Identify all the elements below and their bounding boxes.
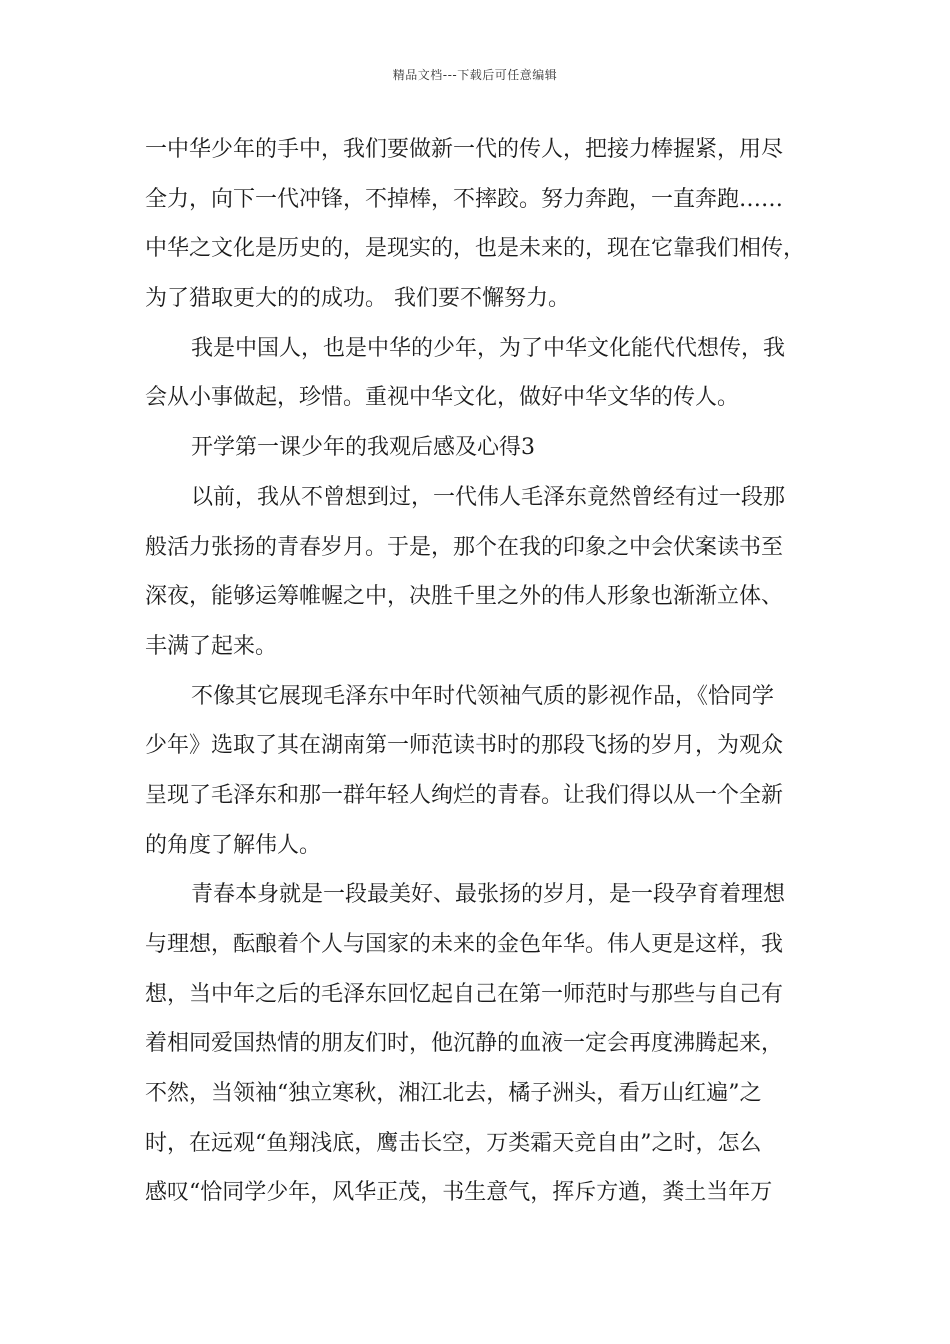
text-line: 的角度了解伟人。: [145, 832, 322, 858]
text-line: 不然，当领袖“独立寒秋，湘江北去，橘子洲头，看万山红遍”之: [145, 1081, 762, 1107]
text-line: 着相同爱国热情的朋友们时，他沉静的血液一定会再度沸腾起来，: [145, 1031, 784, 1057]
text-line: 与理想，酝酿着个人与国家的未来的金色年华。伟人更是这样，我: [145, 932, 784, 957]
text-line: 青春本身就是一段最美好、最张扬的岁月，是一段孕育着理想: [191, 882, 786, 908]
text-line: 般活力张扬的青春岁月。于是，那个在我的印象之中会伏案读书至: [145, 534, 784, 560]
text-line: 全力，向下一代冲锋，不掉棒，不摔跤。努力奔跑，一直奔跑……: [145, 186, 784, 212]
text-line: 少年》选取了其在湖南第一师范读书时的那段飞扬的岁月，为观众: [145, 733, 784, 759]
text-line: 呈现了毛泽东和那一群年轻人绚烂的青春。让我们得以从一个全新: [145, 782, 784, 808]
page-header: 精品文档---下载后可任意编辑: [392, 68, 558, 82]
text-line: 想，当中年之后的毛泽东回忆起自己在第一师范时与那些与自己有: [145, 981, 784, 1007]
text-line: 丰满了起来。: [145, 633, 278, 659]
text-line: 不像其它展现毛泽东中年时代领袖气质的影视作品，《恰同学: [191, 683, 775, 709]
text-line: 为了猎取更大的的成功。 我们要不懈努力。: [145, 286, 570, 312]
text-line: 会从小事做起，珍惜。重视中华文化，做好中华文华的传人。: [145, 385, 740, 411]
text-line: 时，在远观“鱼翔浅底，鹰击长空，万类霜天竞自由”之时，怎么: [145, 1130, 762, 1156]
text-line: 中华之文化是历史的，是现实的，也是未来的，现在它靠我们相传，: [145, 236, 806, 262]
text-line: 以前，我从不曾想到过，一代伟人毛泽东竟然曾经有过一段那: [191, 484, 786, 510]
text-line: 感叹“恰同学少年，风华正茂，书生意气，挥斥方遒，粪土当年万: [145, 1180, 773, 1206]
text-line: 开学第一课少年的我观后感及心得3: [191, 435, 535, 461]
document-body: [145, 130, 835, 1223]
text-line: 深夜，能够运筹帷幄之中，决胜千里之外的伟人形象也渐渐立体、: [145, 584, 784, 610]
text-line: 我是中国人，也是中华的少年，为了中华文化能代代想传，我: [191, 335, 786, 361]
text-line: 一中华少年的手中，我们要做新一代的传人，把接力棒握紧，用尽: [145, 137, 784, 162]
